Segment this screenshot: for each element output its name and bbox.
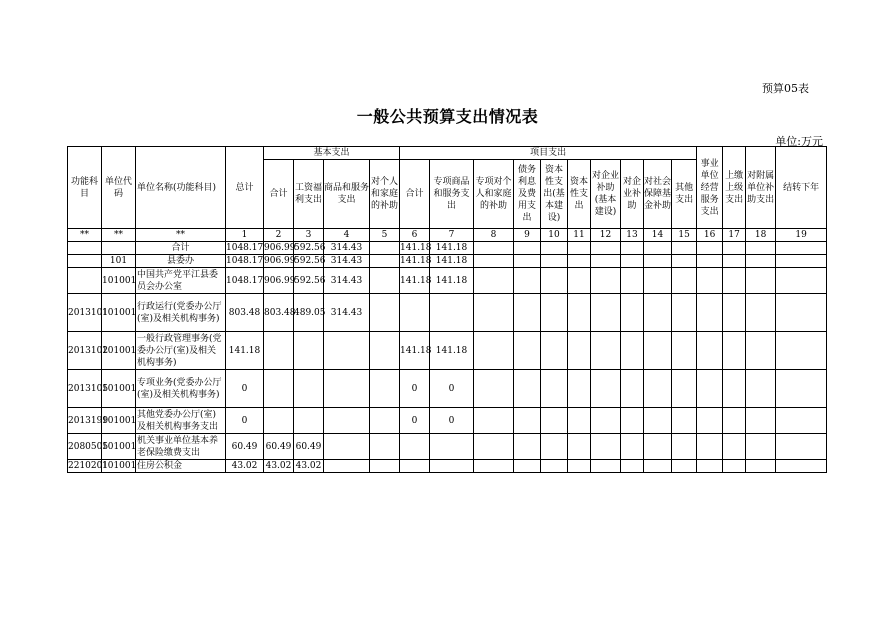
index-cell: **: [102, 229, 136, 242]
table-row: [68, 408, 827, 434]
cell-empty: [591, 332, 621, 370]
cell-empty: [370, 408, 400, 434]
cell-b-sal: [294, 332, 324, 370]
index-cell: 11: [568, 229, 591, 242]
cell-empty: [746, 408, 776, 434]
cell-empty: [723, 255, 746, 268]
header-service: 事业单位经营服务支出: [697, 147, 723, 229]
cell-name: 住房公积金: [136, 460, 226, 473]
table-row: [68, 268, 827, 294]
header-affiliate: 对附属单位补助支出: [746, 147, 776, 229]
cell-b-goods: [324, 434, 370, 460]
cell-empty: [370, 268, 400, 294]
cell-b-sum: [264, 408, 294, 434]
cell-p-goods: 141.18: [430, 242, 474, 255]
cell-empty: [474, 332, 514, 370]
index-cell: 19: [776, 229, 827, 242]
cell-b-goods: [324, 332, 370, 370]
index-cell: 18: [746, 229, 776, 242]
header-upper: 上缴上级支出: [723, 147, 746, 229]
cell-b-goods: 314.43: [324, 255, 370, 268]
cell-empty: [697, 294, 723, 332]
cell-func: 2013105: [68, 370, 102, 408]
header-proj-other: 其他支出: [672, 160, 697, 229]
index-cell: 8: [474, 229, 514, 242]
header-proj-personal: 专项对个人和家庭的补助: [474, 160, 514, 229]
cell-p-sum: 141.18: [400, 256, 432, 266]
table-row: [68, 332, 827, 370]
cell-empty: [644, 294, 672, 332]
cell-name: 中国共产党平江县委员会办公室: [136, 268, 226, 294]
cell-empty: [723, 370, 746, 408]
cell-b-sum: [264, 370, 294, 408]
index-cell: 6: [400, 229, 430, 242]
cell-p-goods: [430, 434, 474, 460]
cell-empty: [474, 255, 514, 268]
header-basic-goods: 商品和服务支出: [324, 160, 370, 229]
table-row: [68, 242, 827, 255]
cell-code: 101001: [102, 332, 136, 370]
index-cell: 9: [514, 229, 541, 242]
cell-empty: [541, 268, 568, 294]
cell-p-goods: 0: [430, 408, 474, 434]
cell-empty: [474, 434, 514, 460]
cell-empty: [697, 434, 723, 460]
cell-total: 1048.17: [226, 243, 264, 253]
cell-func: 2013101: [68, 294, 102, 332]
cell-name: 专项业务(党委办公厅(室)及相关机构事务): [136, 370, 226, 408]
cell-empty: [621, 460, 644, 473]
index-cell: **: [68, 229, 102, 242]
cell-b-sal: 43.02: [294, 460, 324, 473]
table-row: [68, 434, 827, 460]
cell-empty: [746, 434, 776, 460]
cell-empty: [644, 460, 672, 473]
cell-empty: [746, 332, 776, 370]
header-proj-capital-basic: 资本性支出(基本建设): [541, 160, 568, 229]
cell-b-sum: 906.99: [264, 268, 294, 294]
header-func-code: 功能科目: [68, 147, 102, 229]
cell-total: 141.18: [226, 332, 264, 370]
cell-func: 2013102: [68, 332, 102, 370]
cell-empty: [776, 408, 827, 434]
table-row: [68, 460, 827, 473]
cell-code: 101001: [102, 370, 136, 408]
cell-empty: [723, 408, 746, 434]
cell-empty: [514, 370, 541, 408]
cell-empty: [776, 434, 827, 460]
cell-empty: [591, 268, 621, 294]
cell-empty: [568, 408, 591, 434]
cell-empty: [541, 370, 568, 408]
cell-b-sal: 592.56: [294, 243, 326, 253]
cell-empty: [644, 370, 672, 408]
cell-empty: [621, 294, 644, 332]
cell-empty: [776, 255, 827, 268]
cell-b-sal: [294, 370, 324, 408]
cell-empty: [541, 332, 568, 370]
cell-b-goods: [324, 460, 370, 473]
cell-name: 合计: [136, 242, 226, 255]
index-cell: 4: [324, 229, 370, 242]
header-unit-code: 单位代码: [102, 147, 136, 229]
cell-b-goods: [324, 408, 370, 434]
cell-empty: [644, 255, 672, 268]
cell-empty: [776, 460, 827, 473]
table-row: [68, 294, 827, 332]
cell-empty: [370, 460, 400, 473]
cell-empty: [568, 255, 591, 268]
cell-empty: [474, 242, 514, 255]
cell-b-goods: 314.43: [324, 268, 370, 294]
cell-func: [68, 268, 102, 294]
cell-empty: [370, 255, 400, 268]
cell-empty: [568, 434, 591, 460]
cell-empty: [723, 242, 746, 255]
cell-func: [68, 255, 102, 268]
cell-empty: [672, 255, 697, 268]
cell-empty: [697, 255, 723, 268]
header-total: 总计: [226, 147, 264, 229]
cell-empty: [644, 242, 672, 255]
cell-empty: [514, 332, 541, 370]
cell-empty: [776, 332, 827, 370]
index-cell: 13: [621, 229, 644, 242]
index-cell: 17: [723, 229, 746, 242]
cell-empty: [746, 294, 776, 332]
header-carryover: 结转下年: [776, 147, 827, 229]
cell-empty: [621, 255, 644, 268]
cell-b-sal: 592.56: [294, 256, 326, 266]
cell-code: 101001: [102, 434, 136, 460]
index-cell: 5: [370, 229, 400, 242]
cell-total: 60.49: [226, 434, 264, 460]
cell-empty: [514, 255, 541, 268]
cell-empty: [541, 255, 568, 268]
cell-empty: [514, 408, 541, 434]
cell-empty: [541, 408, 568, 434]
cell-empty: [370, 242, 400, 255]
index-cell: 10: [541, 229, 568, 242]
cell-empty: [541, 434, 568, 460]
cell-total: 1048.17: [226, 268, 264, 294]
index-cell: 1: [226, 229, 264, 242]
cell-total: 0: [226, 408, 264, 434]
cell-empty: [541, 294, 568, 332]
header-proj-capital: 资本性支出: [568, 160, 591, 229]
cell-name: 行政运行(党委办公厅(室)及相关机构事务): [136, 294, 226, 332]
cell-empty: [514, 268, 541, 294]
cell-func: [68, 242, 102, 255]
cell-empty: [541, 242, 568, 255]
header-proj-debt: 债务利息及费用支出: [514, 160, 541, 229]
cell-b-sal: [294, 408, 324, 434]
cell-empty: [591, 434, 621, 460]
cell-b-goods: 314.43: [324, 242, 370, 255]
cell-b-sum: 43.02: [264, 460, 294, 473]
cell-p-sum: 141.18: [400, 268, 430, 294]
index-cell: 12: [591, 229, 621, 242]
cell-empty: [514, 242, 541, 255]
cell-empty: [621, 434, 644, 460]
cell-b-sum: [264, 332, 294, 370]
cell-empty: [621, 242, 644, 255]
cell-empty: [591, 370, 621, 408]
cell-p-goods: 141.18: [430, 255, 474, 268]
cell-empty: [514, 434, 541, 460]
cell-total: 1048.17: [226, 256, 264, 266]
cell-empty: [370, 434, 400, 460]
cell-empty: [672, 408, 697, 434]
cell-b-sal: 592.56: [294, 268, 324, 294]
cell-func: 2210201: [68, 461, 109, 471]
cell-empty: [746, 242, 776, 255]
cell-p-sum: [400, 434, 430, 460]
cell-empty: [621, 332, 644, 370]
cell-empty: [746, 268, 776, 294]
cell-p-goods: 141.18: [430, 268, 474, 294]
cell-code: 101001: [102, 461, 137, 471]
cell-name: 其他党委办公厅(室)及相关机构事务支出: [136, 408, 226, 434]
cell-p-sum: 0: [400, 370, 430, 408]
cell-p-sum: 0: [400, 408, 430, 434]
cell-empty: [621, 408, 644, 434]
cell-empty: [370, 294, 400, 332]
unit-label: 单位:万元: [775, 135, 823, 148]
cell-empty: [776, 370, 827, 408]
index-cell: **: [136, 229, 226, 242]
cell-empty: [591, 408, 621, 434]
cell-p-goods: 141.18: [430, 332, 474, 370]
cell-empty: [697, 460, 723, 473]
cell-p-goods: [430, 294, 474, 332]
header-basic: 基本支出: [264, 147, 400, 160]
cell-empty: [568, 268, 591, 294]
table-row: [68, 370, 827, 408]
cell-empty: [746, 460, 776, 473]
cell-empty: [621, 268, 644, 294]
cell-func: 2013199: [68, 408, 102, 434]
cell-total: 0: [226, 370, 264, 408]
cell-code: 101001: [102, 268, 136, 294]
cell-name: 机关事业单位基本养老保险缴费支出: [136, 434, 226, 460]
cell-b-goods: 314.43: [324, 294, 370, 332]
index-cell: 15: [672, 229, 697, 242]
cell-empty: [697, 332, 723, 370]
cell-empty: [723, 460, 746, 473]
cell-b-sum: 906.99: [264, 243, 296, 253]
cell-func: 2080505: [68, 434, 102, 460]
index-cell: 2: [264, 229, 294, 242]
cell-empty: [474, 294, 514, 332]
cell-empty: [697, 268, 723, 294]
cell-empty: [568, 294, 591, 332]
cell-empty: [370, 332, 400, 370]
cell-empty: [568, 370, 591, 408]
cell-empty: [746, 255, 776, 268]
index-cell: 16: [697, 229, 723, 242]
cell-empty: [697, 408, 723, 434]
cell-empty: [474, 408, 514, 434]
index-cell: 14: [644, 229, 672, 242]
cell-code: 101001: [102, 294, 136, 332]
index-row: [68, 229, 827, 242]
cell-code: 101001: [102, 408, 136, 434]
cell-code: [102, 242, 136, 255]
cell-empty: [672, 242, 697, 255]
cell-empty: [697, 242, 723, 255]
cell-empty: [672, 434, 697, 460]
cell-empty: [776, 294, 827, 332]
header-proj-sum: 合计: [400, 160, 430, 229]
cell-total: 803.48: [226, 294, 264, 332]
cell-p-goods: [430, 460, 474, 473]
header-basic-subsidy: 对个人和家庭的补助: [370, 160, 400, 229]
budget-table: [67, 146, 827, 473]
header-proj-social: 对社会保障基金补助: [644, 160, 672, 229]
cell-empty: [776, 242, 827, 255]
cell-empty: [672, 332, 697, 370]
form-code: 预算05表: [762, 82, 809, 95]
cell-empty: [776, 268, 827, 294]
cell-empty: [591, 255, 621, 268]
header-proj-enterprise: 对企业补助: [621, 160, 644, 229]
cell-p-sum: [400, 294, 430, 332]
cell-p-sum: 141.18: [400, 243, 432, 253]
cell-empty: [672, 460, 697, 473]
cell-b-sal: 60.49: [294, 434, 324, 460]
cell-empty: [541, 460, 568, 473]
cell-empty: [568, 460, 591, 473]
header-basic-sum: 合计: [264, 160, 294, 229]
cell-empty: [591, 460, 621, 473]
cell-b-sum: 906.99: [264, 256, 296, 266]
cell-empty: [644, 268, 672, 294]
cell-empty: [697, 370, 723, 408]
cell-b-sum: 803.48: [264, 294, 294, 332]
cell-empty: [474, 370, 514, 408]
cell-empty: [591, 242, 621, 255]
cell-empty: [723, 268, 746, 294]
cell-p-goods: 0: [430, 370, 474, 408]
header-proj-goods: 专项商品和服务支出: [430, 160, 474, 229]
cell-code: 101: [102, 255, 136, 268]
cell-name: 一般行政管理事务(党委办公厅(室)及相关机构事务): [136, 332, 226, 370]
cell-empty: [746, 370, 776, 408]
cell-empty: [474, 268, 514, 294]
cell-name: 县委办: [136, 255, 226, 268]
cell-empty: [723, 434, 746, 460]
cell-empty: [644, 434, 672, 460]
cell-total: 43.02: [226, 460, 264, 473]
header-project: 项目支出: [400, 147, 697, 160]
index-cell: 7: [430, 229, 474, 242]
cell-empty: [474, 460, 514, 473]
cell-empty: [514, 460, 541, 473]
index-cell: 3: [294, 229, 324, 242]
cell-b-sum: 60.49: [264, 434, 294, 460]
cell-p-sum: [400, 460, 430, 473]
cell-b-sal: 489.05: [294, 294, 324, 332]
cell-empty: [672, 294, 697, 332]
table-row: [68, 255, 827, 268]
cell-empty: [568, 242, 591, 255]
cell-empty: [644, 332, 672, 370]
cell-empty: [644, 408, 672, 434]
cell-empty: [672, 268, 697, 294]
header-unit-name: 单位名称(功能科目): [136, 147, 226, 229]
cell-empty: [723, 332, 746, 370]
page-title: 一般公共预算支出情况表: [356, 107, 539, 126]
cell-empty: [568, 332, 591, 370]
header-basic-salary: 工资福利支出: [294, 160, 324, 229]
cell-b-goods: [324, 370, 370, 408]
cell-p-sum: 141.18: [400, 332, 430, 370]
cell-empty: [370, 370, 400, 408]
cell-empty: [672, 370, 697, 408]
header-proj-enterprise-basic: 对企业补助(基本建设): [591, 160, 621, 229]
cell-empty: [514, 294, 541, 332]
cell-empty: [723, 294, 746, 332]
cell-empty: [591, 294, 621, 332]
cell-empty: [621, 370, 644, 408]
